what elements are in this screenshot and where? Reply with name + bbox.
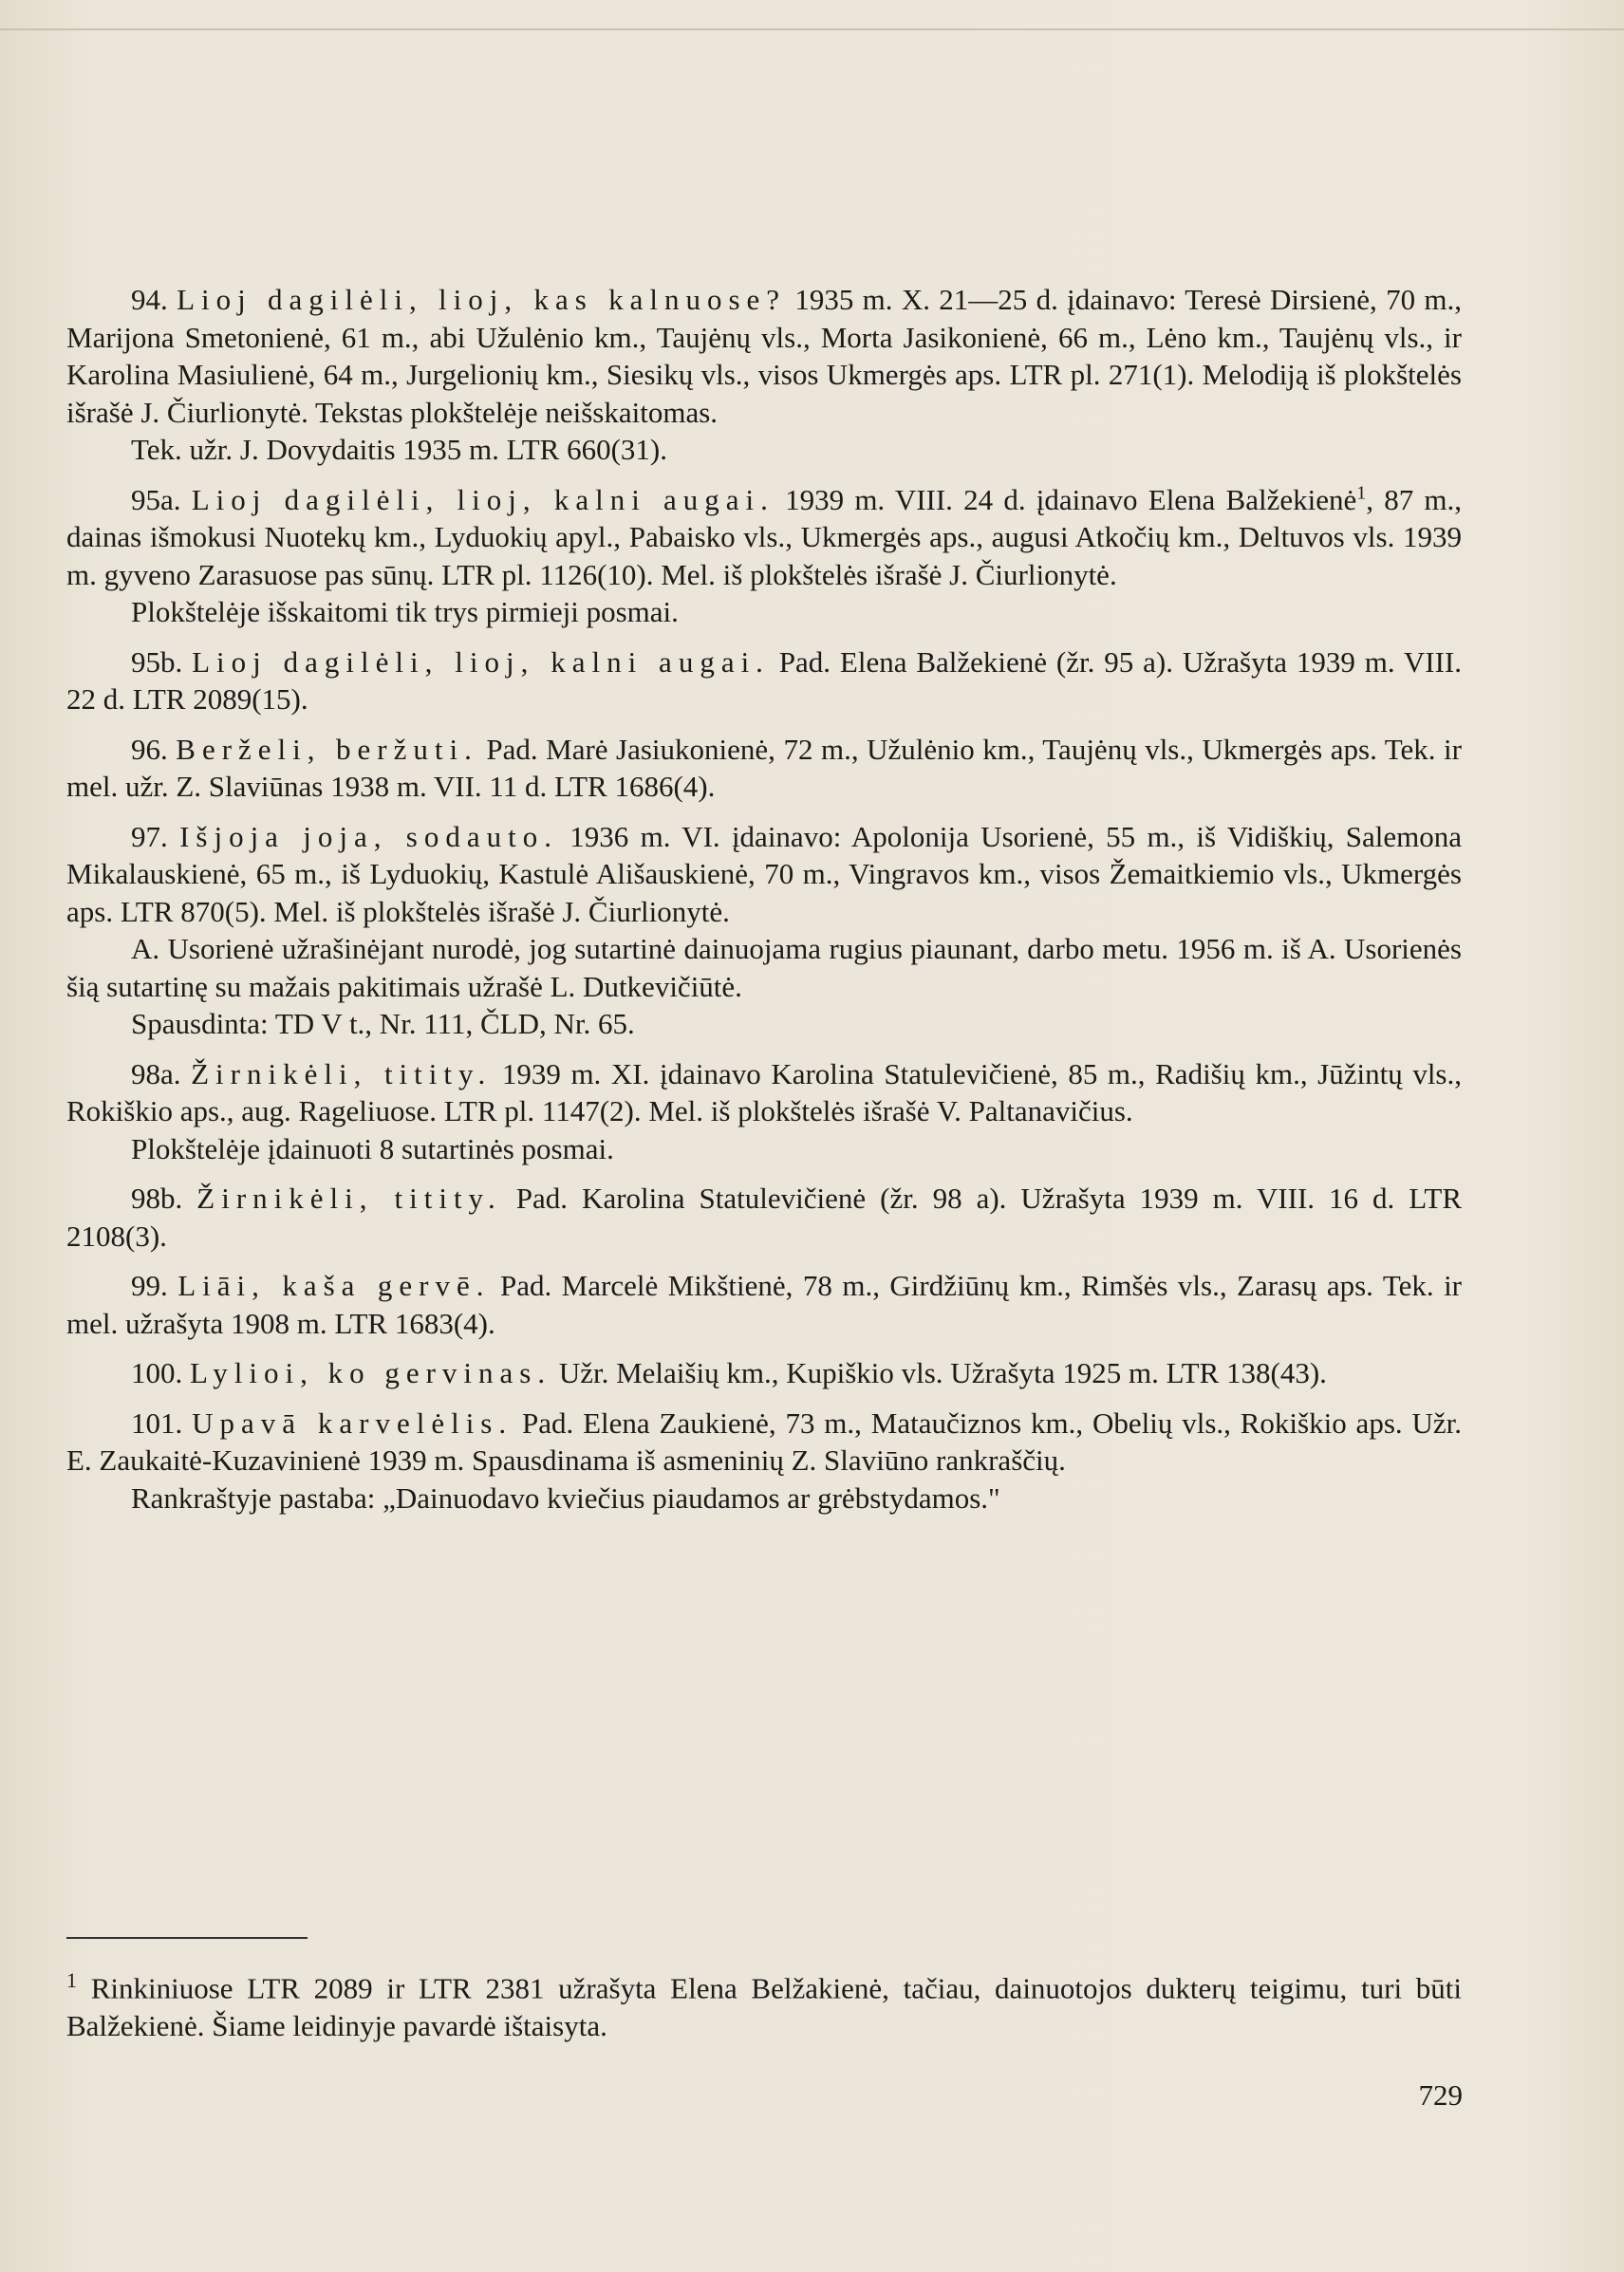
scan-edge-line	[0, 28, 1624, 30]
entry-number: 97.	[131, 819, 168, 853]
entry-95a	[66, 481, 1462, 631]
entry-96	[66, 731, 1462, 806]
entry-98b	[66, 1180, 1462, 1255]
entry-94	[66, 281, 1462, 469]
entry-98a	[66, 1055, 1462, 1168]
entry-note: Spausdinta: TD V t., Nr. 111, ČLD, Nr. 65.	[131, 1007, 635, 1040]
entry-note: Plokštelėje įdainuoti 8 sutartinės posmai.	[131, 1131, 614, 1165]
entry-body: Pad. Karolina Statulevičienė (žr. 98 a). Užrašyta 1939 m. VIII. 16 d. LTR 2108(3).	[66, 1182, 1462, 1253]
entry-title: Liāi, kaša gervē.	[177, 1269, 491, 1302]
entry-title: Žirnikėli, titity.	[196, 1182, 502, 1215]
entry-number: 96.	[131, 732, 168, 766]
entry-title: Išjoja joja, sodauto.	[179, 819, 558, 853]
entry-note: Tek. užr. J. Dovydaitis 1935 m. LTR 660(31).	[131, 433, 667, 466]
entry-number: 98b.	[131, 1182, 183, 1215]
footnote-mark: 1	[66, 1968, 77, 1992]
entry-number: 99.	[131, 1269, 168, 1302]
entry-body: Pad. Elena Zaukienė, 73 m., Matаučiznos km., Obelių vls., Rokiškio aps. Užr. E. Zaukaitė-Kuzavinienė 1939 m. Spausdinama iš asmeninių Z. Slaviūno rankraščių.	[66, 1406, 1462, 1477]
entry-title: Berželi, beržuti.	[176, 732, 478, 766]
entry-note: Rankraštyje pastaba: „Dainuodavo kviečius piaudamos ar grėbstydamos."	[131, 1481, 1000, 1515]
entry-title: Žirnikėli, titity.	[191, 1056, 493, 1090]
entry-body: Užr. Melaišių km., Kupiškio vls. Užrašyta 1925 m. LTR 138(43).	[551, 1356, 1327, 1389]
footnote-divider	[66, 1937, 308, 1939]
page-number: 729	[1418, 2078, 1463, 2112]
entry-number: 94.	[131, 283, 168, 316]
entry-title: Lioj dagilėli, lioj, kalni augai.	[191, 482, 775, 516]
footnote-reference[interactable]: 1	[1356, 482, 1367, 504]
entry-99	[66, 1267, 1462, 1342]
entry-number: 95a.	[131, 482, 181, 516]
entry-body-continued: , 87 m., dainas išmokusi Nuotekų km., Lyduokių apyl., Pabaisko vls., Ukmergės aps., augusi Atkočių km., Deltuvos vls. 1939 m. gyveno Zarasuose pas sūnų. LTR pl. 1126(10). Mel. iš plokštelės išrašė J. Čiurlionytė.	[66, 482, 1463, 591]
entry-number: 95b.	[131, 644, 183, 679]
entry-note: A. Usorienė užrašinėjant nurodė, jog sutartinė dainuojama rugius piaunant, darbo metu. 1956 m. iš A. Usorienės šią sutartinę su mažais pakitimais užrašė L. Dutkevičiūtė.	[66, 932, 1462, 1003]
entry-number: 101.	[131, 1406, 183, 1440]
entry-body: 1939 m. VIII. 24 d. įdainavo Elena Balžekienė	[774, 482, 1357, 516]
entry-95b	[66, 643, 1462, 718]
footnote	[66, 1962, 1462, 2045]
entry-number: 98a.	[131, 1056, 181, 1090]
entry-body: Pad. Marė Jasiukonienė, 72 m., Užulėnio km., Taujėnų vls., Ukmergės aps. Tek. ir mel. užr. Z. Slaviūnas 1938 m. VII. 11 d. LTR 1686(4).	[66, 732, 1462, 803]
entry-body: 1935 m. X. 21—25 d. įdainavo: Teresė Dirsienė, 70 m., Marijona Smetonienė, 61 m., abi Užulėnio km., Taujėnų vls., Morta Jasikonienė, 66 m., Lėno km., Taujėnų vls., ir Karolina Masiulienė, 64 m., Jurgelionių km., Siesikų vls., visos Ukmergės aps. LTR pl. 271(1). Melodiją iš plokštelės išrašė J. Čiurlionytė. Tekstas plokštelėje neišskaitomas.	[66, 283, 1462, 429]
entry-title: Lioj dagilėli, lioj, kalni augai.	[192, 644, 770, 679]
entry-97	[66, 818, 1462, 1043]
entry-note: Plokštelėje išskaitomi tik trys pirmieji posmai.	[131, 595, 679, 628]
entry-body: Pad. Marcelė Mikštienė, 78 m., Girdžiūnų km., Rimšės vls., Zarasų aps. Tek. ir mel. užrašyta 1908 m. LTR 1683(4).	[66, 1269, 1462, 1340]
entry-100	[66, 1354, 1462, 1392]
entry-body: 1939 m. XI. įdainavo Karolina Statulevičienė, 85 m., Radišių km., Jūžintų vls., Rokiškio aps., aug. Rageliuose. LTR pl. 1147(2). Mel. iš plokštelės išrašė V. Paltanavičius.	[66, 1056, 1462, 1127]
entry-101	[66, 1405, 1462, 1518]
entry-title: Upavā karvelėlis.	[192, 1406, 513, 1440]
entry-number: 100.	[131, 1356, 183, 1389]
entry-title: Lylioi, ko gervinas.	[190, 1356, 552, 1389]
entry-body: Pad. Elena Balžekienė (žr. 95 a). Užrašyta 1939 m. VIII. 22 d. LTR 2089(15).	[66, 644, 1462, 716]
entry-title: Lioj dagilėli, lioj, kas kalnuose?	[177, 283, 787, 316]
entry-body: 1936 m. VI. įdainavo: Apolonija Usorienė, 55 m., iš Vidiškių, Salemona Mikalauskienė, 65 m., iš Lyduokių, Kastulė Ališauskienė, 70 m., Vingravos km., visos Žemaitkiemio vls., Ukmergės aps. LTR 870(5). Mel. iš plokštelės išrašė J. Čiurlionytė.	[66, 819, 1463, 928]
commentary-text	[66, 281, 1462, 1529]
footnote-text: Rinkiniuose LTR 2089 ir LTR 2381 užrašyta Elena Belžakienė, tačiau, dainuotojos dukterų teigimu, turi būti Balžekienė. Šiame leidinyje pavardė ištaisyta.	[66, 1971, 1462, 2043]
